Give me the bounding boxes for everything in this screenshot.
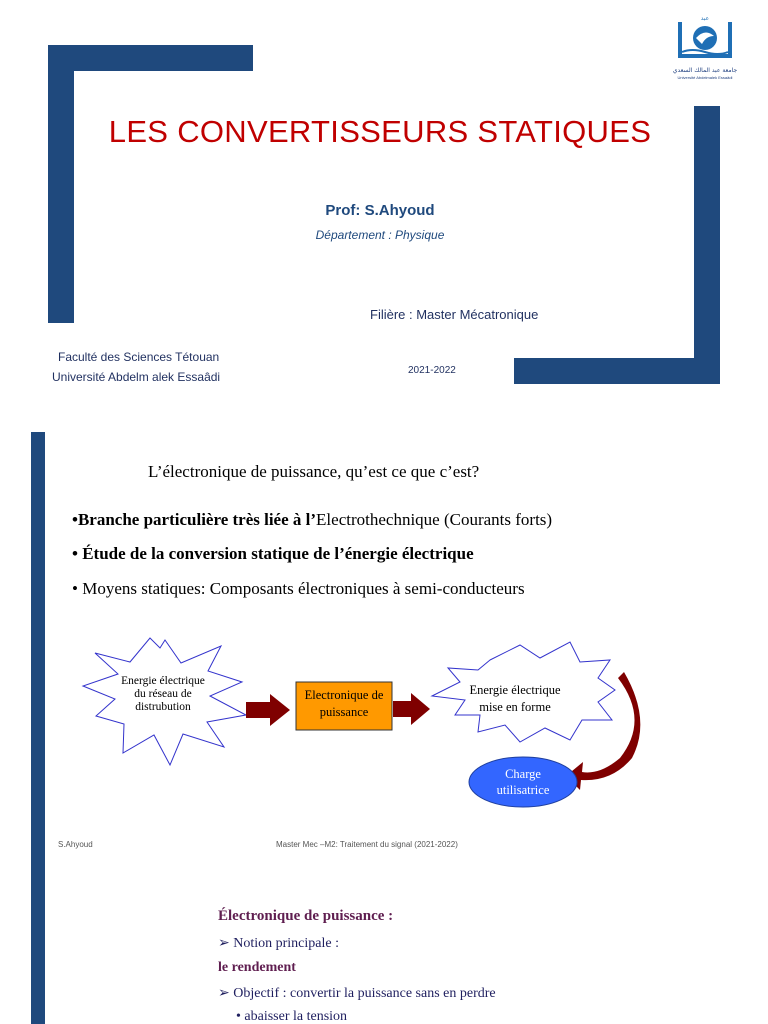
list-item-objectif: [218, 985, 496, 1002]
frame-top-left-horizontal: [48, 45, 253, 71]
footer-author: S.Ahyoud: [58, 840, 93, 849]
rendement-label: le rendement: [218, 960, 296, 975]
list-item-objectif-text: Objectif : convertir la puissance sans en perdre: [233, 986, 496, 1001]
conversion-diagram: [0, 420, 768, 868]
source-node-label: [104, 675, 222, 714]
bullet-1-rest: Electrothechnique (Courants forts): [316, 510, 553, 529]
load-line-1: Charge: [505, 767, 541, 781]
bullet-1-bold: •Branche particulière très liée à l’: [72, 510, 317, 529]
sub-item-tension: [236, 1009, 347, 1024]
slide-heading: L’électronique de puissance, qu’est ce que c’est?: [148, 462, 480, 481]
sub-item-tension-text: abaisser la tension: [244, 1009, 348, 1024]
dot-bullet-icon: •: [236, 1009, 241, 1024]
arrow-converter-to-output: [393, 693, 430, 725]
source-line-3: distrubution: [135, 701, 191, 713]
arrow-bullet-icon: ➢: [218, 986, 230, 1001]
logo-arabic-name: جامعة عبد المالك السعدي: [672, 67, 738, 74]
title-slide: [0, 0, 768, 420]
bullet-2: • Étude de la conversion statique de l’énergie électrique: [72, 544, 474, 563]
section-heading: Électronique de puissance :: [218, 908, 394, 924]
arrow-bullet-icon: ➢: [218, 936, 230, 951]
frame-bottom-right-horizontal: [514, 358, 720, 384]
load-line-2: utilisatrice: [496, 783, 550, 797]
presentation-title: LES CONVERTISSEURS STATIQUES: [108, 114, 652, 149]
frame-top-left-vertical: [48, 45, 74, 323]
faculty-line-2: Université Abdelm alek Essaâdi: [52, 370, 221, 384]
arrow-source-to-converter: [246, 694, 290, 726]
list-item-notion: [218, 935, 339, 952]
converter-node-label: [296, 687, 392, 721]
content-slide: [0, 868, 768, 1024]
department: Département : Physique: [315, 228, 445, 242]
university-logo: [672, 12, 738, 88]
frame-bottom-right-vertical: [694, 106, 720, 384]
footer-course: Master Mec –M2: Traitement du signal (2021-2022): [276, 840, 458, 849]
output-line-1: Energie électrique: [469, 683, 561, 697]
output-node-label: [450, 682, 580, 716]
converter-line-1: Electronique de: [304, 688, 384, 702]
converter-line-2: puissance: [319, 705, 369, 719]
definition-slide: [0, 420, 768, 868]
list-item-notion-text: Notion principale :: [233, 936, 339, 951]
university-logo-icon: [672, 12, 738, 62]
bullet-3: • Moyens statiques: Composants électroniques à semi-conducteurs: [72, 579, 525, 598]
source-line-2: du réseau de: [134, 688, 192, 700]
load-node-label: [470, 766, 576, 798]
left-accent-bar-2: [31, 868, 45, 1024]
academic-year: 2021-2022: [408, 365, 456, 376]
svg-text:ﻋﺒﺪ: ﻋﺒﺪ: [700, 15, 710, 22]
filiere: Filière : Master Mécatronique: [370, 307, 539, 322]
source-line-1: Energie électrique: [121, 675, 205, 687]
output-line-2: mise en forme: [479, 700, 551, 714]
professor-name: Prof: S.Ahyoud: [325, 202, 435, 219]
faculty-line-1: Faculté des Sciences Tétouan: [58, 350, 220, 364]
logo-latin-name: Université Abdelmalek Essaâdi: [677, 75, 733, 80]
